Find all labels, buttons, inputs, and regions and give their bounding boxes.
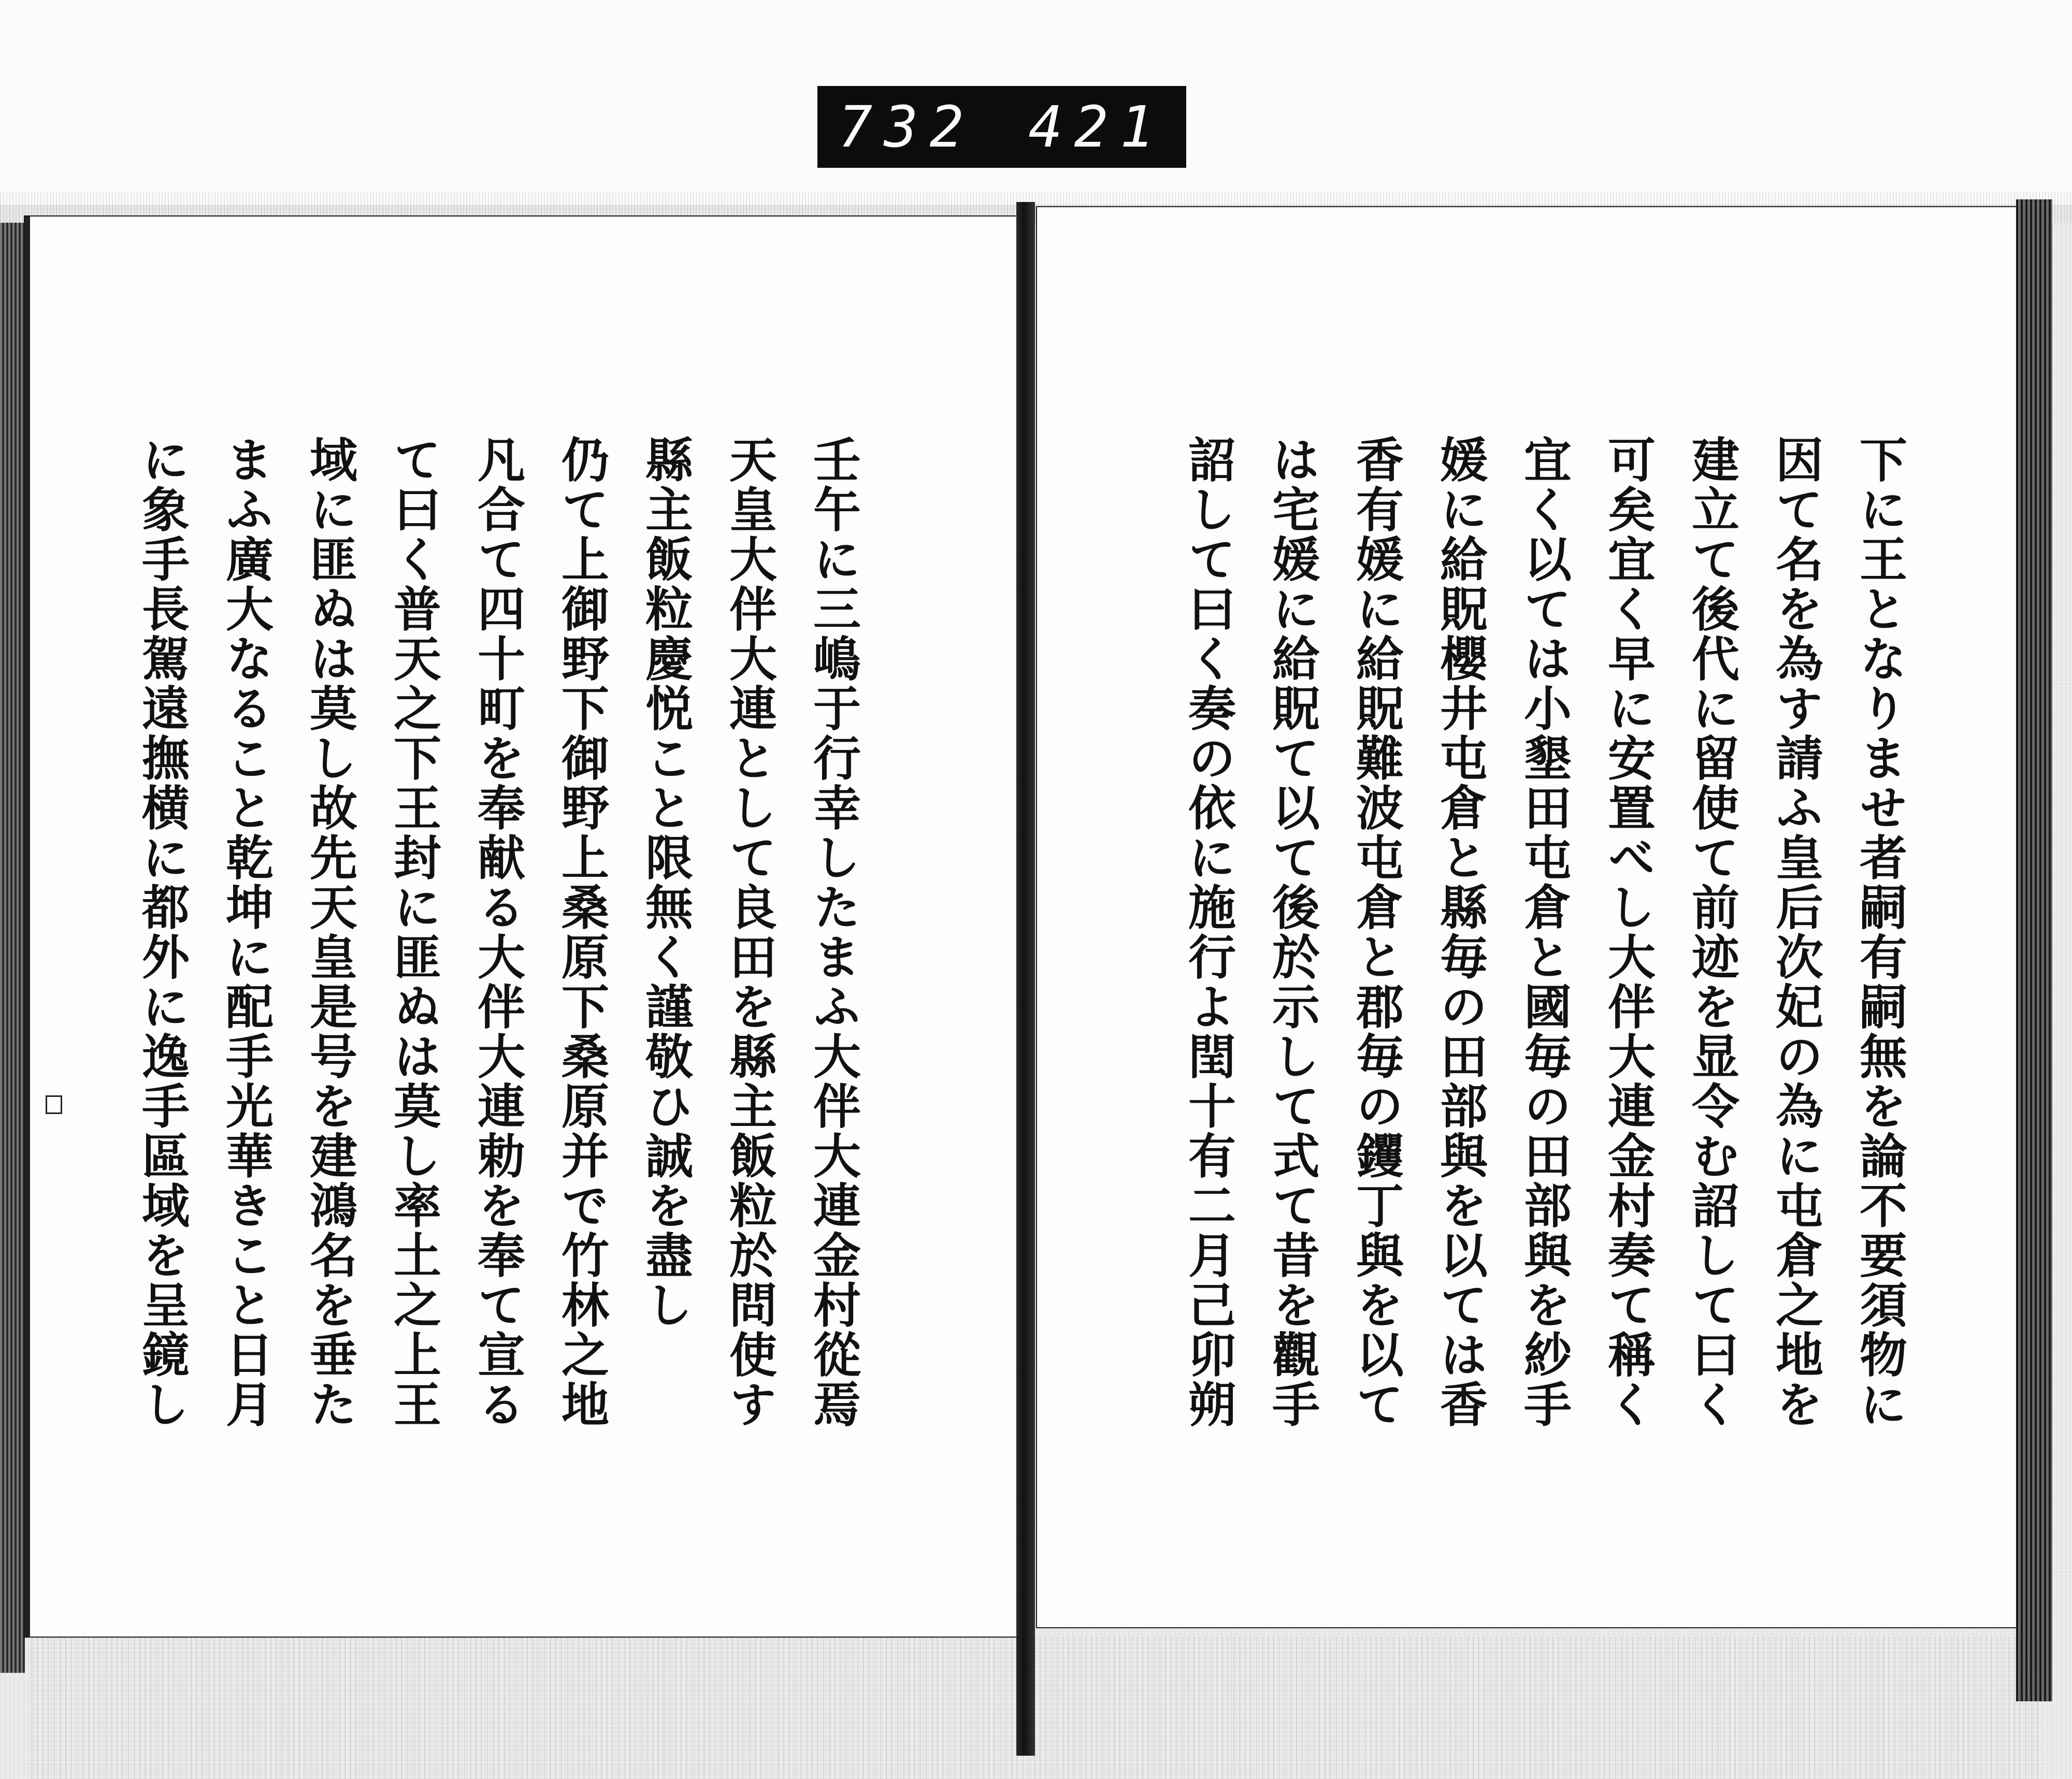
right-col-4: 可矣宜く早に安置べし大伴大連金村奏て稱く bbox=[1600, 435, 1656, 1429]
left-col-3: 縣主飯粒慶悦こと限無く謹敬ひ誠を盡し bbox=[638, 435, 694, 1330]
right-col-8: は宅媛に給貺て以て後於示して式て昔を觀手 bbox=[1264, 435, 1320, 1429]
left-col-2: 天皇大伴大連として良田を縣主飯粒於問使す bbox=[722, 435, 778, 1429]
left-col-4: 仍て上御野下御野上桑原下桑原并で竹林之地 bbox=[554, 435, 610, 1429]
left-col-6: て曰く普天之下王封に匪ぬは莫し率土之上王 bbox=[386, 435, 442, 1429]
margin-mark bbox=[46, 1095, 62, 1114]
left-col-1: 壬午に三嶋于行幸したまふ大伴大連金村從焉 bbox=[805, 435, 861, 1429]
right-col-1: 下に王となりませ者嗣有嗣無を論不要須物に bbox=[1852, 435, 1908, 1429]
book-gutter bbox=[1016, 202, 1035, 1756]
right-col-5: 宜く以ては小墾田屯倉と國毎の田部與を紗手 bbox=[1516, 435, 1572, 1429]
right-page-text bbox=[1167, 435, 1922, 1549]
right-col-7: 香有媛に給貺難波屯倉と郡毎の钁丁與を以て bbox=[1348, 435, 1404, 1429]
right-col-6: 媛に給貺櫻井屯倉と縣毎の田部與を以ては香 bbox=[1432, 435, 1488, 1429]
call-number-label bbox=[817, 86, 1186, 168]
right-col-9: 詔して曰く奏の依に施行よ閏十有二月己卯朔 bbox=[1181, 435, 1236, 1429]
left-col-9: に象手長駕遠撫横に都外に逸手區域を呈鏡し bbox=[134, 435, 190, 1429]
call-number-left: 732 bbox=[838, 94, 975, 160]
left-col-7: 域に匪ぬは莫し故先天皇是号を建鴻名を垂た bbox=[302, 435, 358, 1429]
left-col-8: まふ廣大なること乾坤に配手光華きこと日月 bbox=[218, 435, 274, 1429]
call-number-right: 421 bbox=[1028, 94, 1166, 160]
left-page-text bbox=[120, 435, 875, 1549]
right-col-2: 因て名を為す請ふ皇后次妃の為に屯倉之地を bbox=[1768, 435, 1824, 1429]
bottom-margin bbox=[31, 1637, 2041, 1779]
book-edge-left bbox=[0, 223, 25, 1673]
book-edge-right bbox=[2016, 199, 2052, 1701]
right-col-3: 建立て後代に留使て前迹を显令む詔して曰く bbox=[1684, 435, 1740, 1429]
left-col-5: 凡合て四十町を奉献る大伴大連勅を奉て宣る bbox=[470, 435, 526, 1429]
